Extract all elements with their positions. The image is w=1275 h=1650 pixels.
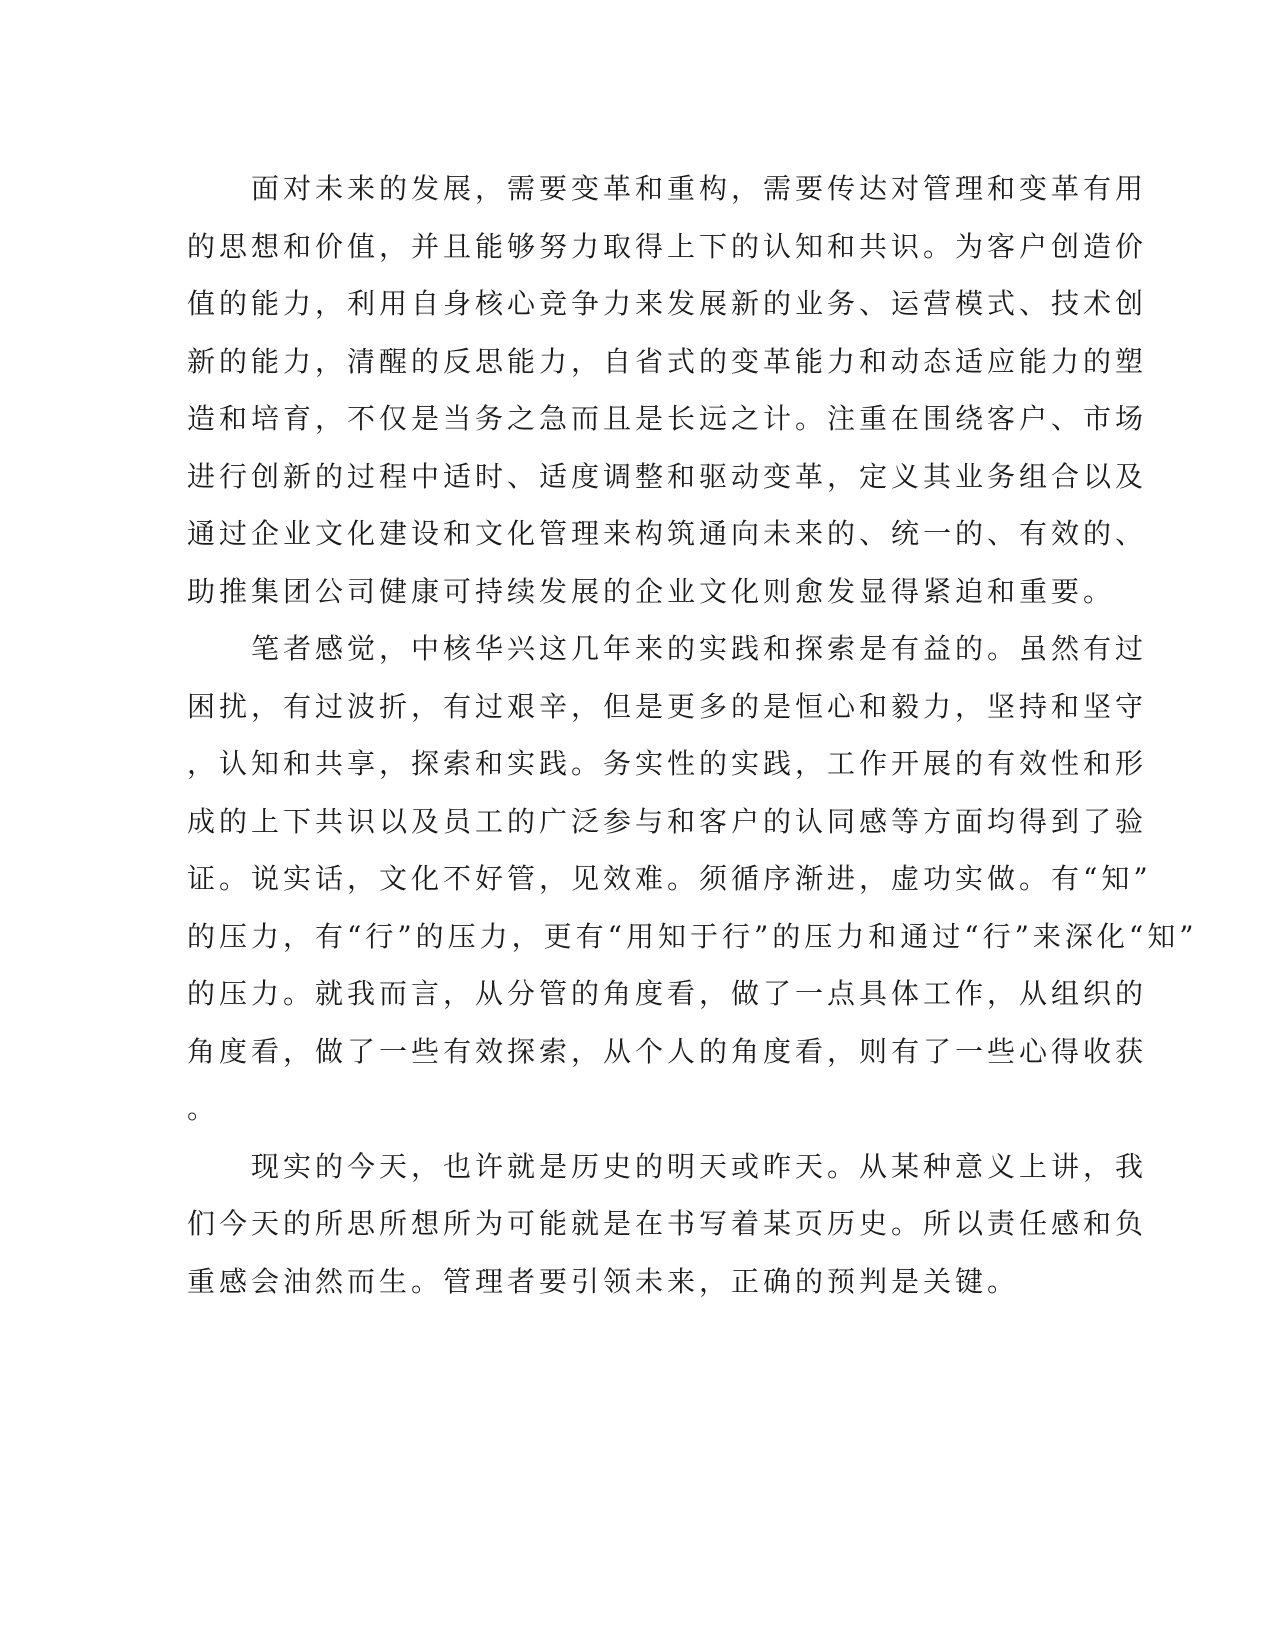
text-line: 新的能力，清醒的反思能力，自省式的变革能力和动态适应能力的塑 (187, 344, 1148, 378)
paragraph-1 (187, 160, 1148, 620)
text-line: 面对未来的发展，需要变革和重构，需要传达对管理和变革有用 (187, 172, 1148, 205)
text-line: 助推集团公司健康可持续发展的企业文化则愈发显得紧迫和重要。 (187, 574, 1116, 608)
text-line: 。 (187, 1092, 220, 1125)
text-line: 的压力，有“行”的压力，更有“用知于行”的压力和通过“行”来深化“知” (187, 919, 1198, 953)
text-line: 值的能力，利用自身核心竞争力来发展新的业务、运营模式、技术创 (187, 287, 1148, 320)
text-line: 困扰，有过波折，有过艰辛，但是更多的是恒心和毅力，坚持和坚守 (187, 689, 1148, 723)
text-line: ，认知和共享，探索和实践。务实性的实践，工作开展的有效性和形 (187, 747, 1148, 780)
text-line: 重感会油然而生。管理者要引领未来，正确的预判是关键。 (187, 1264, 1020, 1298)
text-line: 笔者感觉，中核华兴这几年来的实践和探索是有益的。虽然有过 (187, 632, 1148, 665)
text-line: 通过企业文化建设和文化管理来构筑通向未来的、统一的、有效的、 (187, 517, 1148, 550)
body-text (187, 160, 1198, 1310)
text-line: 的压力。就我而言，从分管的角度看，做了一点具体工作，从组织的 (187, 977, 1148, 1010)
text-line: 证。说实话，文化不好管，见效难。须循序渐进，虚功实做。有“知” (187, 862, 1152, 895)
text-line: 成的上下共识以及员工的广泛参与和客户的认同感等方面均得到了验 (187, 804, 1148, 838)
text-line: 现实的今天，也许就是历史的明天或昨天。从某种意义上讲，我 (187, 1149, 1148, 1183)
text-line: 进行创新的过程中适时、适度调整和驱动变革，定义其业务组合以及 (187, 459, 1148, 493)
text-line: 造和培育，不仅是当务之急而且是长远之计。注重在围绕客户、市场 (187, 402, 1148, 435)
text-line: 的思想和价值，并且能够努力取得上下的认知和共识。为客户创造价 (187, 229, 1148, 263)
paragraph-3 (187, 1138, 1148, 1311)
paragraph-2 (187, 620, 1198, 1138)
text-line: 角度看，做了一些有效探索，从个人的角度看，则有了一些心得收获 (187, 1034, 1148, 1068)
text-line: 们今天的所思所想所为可能就是在书写着某页历史。所以责任感和负 (187, 1207, 1148, 1240)
